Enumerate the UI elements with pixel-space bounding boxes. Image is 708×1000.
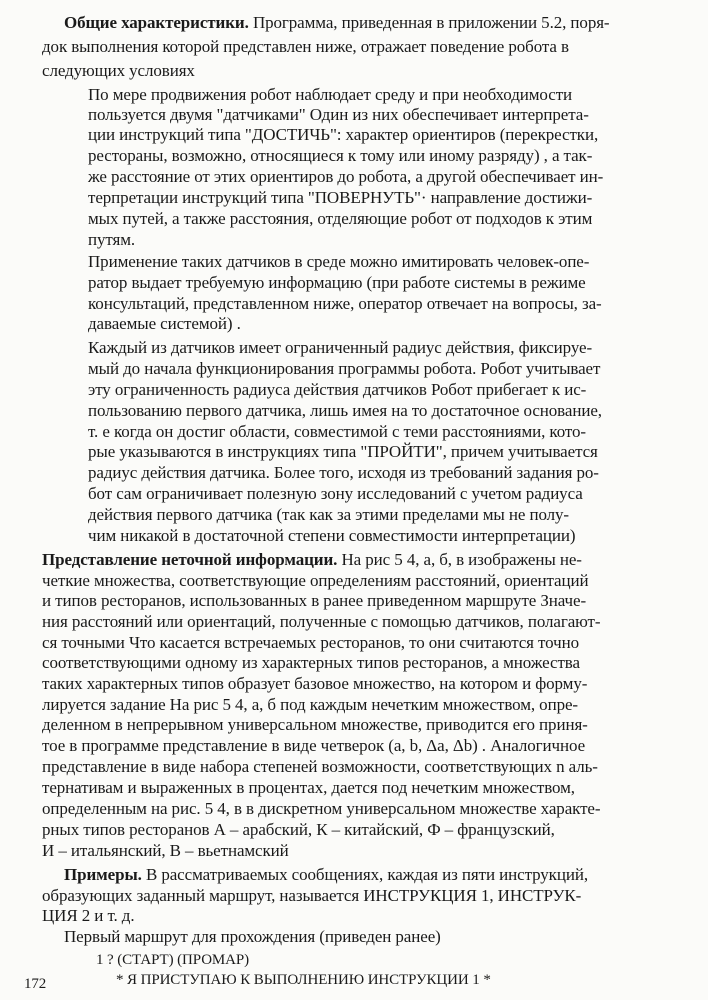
para3-line: действия первого датчика (так как за этими пределами мы не полу- [88,505,569,524]
section3-heading: Примеры. [64,865,142,884]
section2-line: ся точными Что касается встречаемых ресторанов, то они считаются точно [42,633,579,652]
section2-line: лируется задание На рис 5 4, а, б под каждым нечетким множеством, опре- [42,695,578,714]
code-line-2: * Я ПРИСТУПАЮ К ВЫПОЛНЕНИЮ ИНСТРУКЦИИ 1 * [116,972,491,988]
para1-line: мых путей, а также расстояния, отделяющие робот от подходов к этим [88,209,593,228]
section2-line: таких характерных типов образует базовое множество, на котором и форму- [42,674,588,693]
para3-line: эту ограниченность радиуса действия датчиков Робот прибегает к ис- [88,380,587,399]
section2-line: соответствующими одному из характерных типов ресторанов, а множества [42,653,580,672]
section2-first-line [42,549,582,570]
section2-line: и типов ресторанов, использованных в ранее приведенном маршруте Значе- [42,591,587,610]
section2-line: тернативам и выраженных в процентах, дается под нечетким множеством, [42,778,575,797]
section2-line: представление в виде набора степеней возможности, соответствующих n аль- [42,757,598,776]
para2-line: ратор выдает требуемую информацию (при работе системы в режиме [88,273,586,292]
para3-line: мый до начала функционирования программы робота. Робот учитывает [88,359,601,378]
route-line: Первый маршрут для прохождения (приведен ранее) [64,927,441,946]
para2-line: консультаций, представленном ниже, оператор отвечает на вопросы, за- [88,294,602,313]
para2-line: даваемые системой) . [88,314,241,333]
para1-line: пользуется двумя "датчиками" Один из них обеспечивает интерпрета- [88,105,589,124]
code-line-1: 1 ? (СТАРТ) (ПРОМАР) [96,952,250,968]
section2-line: определенным на рис. 5 4, в в дискретном универсальном множестве характе- [42,799,601,818]
para1-line: рестораны, возможно, относящиеся к тому или иному разряду) , а так- [88,146,593,165]
section2-line: деленном в непрерывном универсальном множестве, приводится его приня- [42,715,588,734]
section1-intro-line2: док выполнения которой представлен ниже, отражает поведение робота в [42,37,569,56]
para3-line: чим никакой в достаточной степени совместимости интерпретации) [88,526,576,545]
section2-line: И – итальянский, В – вьетнамский [42,841,289,860]
section3-line: ЦИЯ 2 и т. д. [42,906,135,925]
section1-intro-line3: следующих условиях [42,61,195,80]
para1-line: ции инструкций типа "ДОСТИЧЬ": характер ориентиров (перекрестки, [88,125,599,144]
para1-line: путям. [88,230,136,249]
section3-first-text: В рассматриваемых сообщениях, каждая из пяти инструкций, [145,865,588,884]
section2-line: рных типов ресторанов А – арабский, К – китайский, Ф – французский, [42,820,555,839]
section2-line: ния расстояний или ориентаций, полученные с помощью датчиков, полагают- [42,612,601,631]
section1-first-line [64,12,610,33]
section3-line: образующих заданный маршрут, называется ИНСТРУКЦИЯ 1, ИНСТРУК- [42,886,582,905]
para2-line: Применение таких датчиков в среде можно имитировать человек-опе- [88,252,590,271]
section2-line: тое в программе представление в виде четверок (a, b, Δa, Δb) . Аналогичное [42,736,586,755]
section2-heading: Представление неточной информации. [42,550,338,569]
section1-heading: Общие характеристики. [64,13,249,32]
page-number: 172 [24,976,47,992]
section2-line: четкие множества, соответствующие определениям расстояний, ориентаций [42,571,589,590]
para1-line: же расстояние от этих ориентиров до робота, а другой обеспечивает ин- [88,167,604,186]
section3-first-line [64,864,588,885]
para3-line: пользованию первого датчика, лишь имея на то достаточное основание, [88,401,602,420]
para1-line: терпретации инструкций типа "ПОВЕРНУТЬ"· направление достижи- [88,188,593,207]
para3-line: радиус действия датчика. Более того, исходя из требований задания ро- [88,463,599,482]
section1-intro-line1: Программа, приведенная в приложении 5.2, поря- [252,13,610,32]
para3-line: бот сам ограничивает полезную зону исследований с учетом радиуса [88,484,583,503]
para3-line: Каждый из датчиков имеет ограниченный радиус действия, фиксируе- [88,338,593,357]
para1-line: По мере продвижения робот наблюдает среду и при необходимости [88,85,573,104]
para3-line: т. е когда он достиг области, совместимой с теми расстояниями, кото- [88,422,586,441]
section2-first-text: На рис 5 4, а, б, в изображены не- [341,550,582,569]
para3-line: рые указываются в инструкциях типа "ПРОЙТИ", причем учитывается [88,442,598,461]
